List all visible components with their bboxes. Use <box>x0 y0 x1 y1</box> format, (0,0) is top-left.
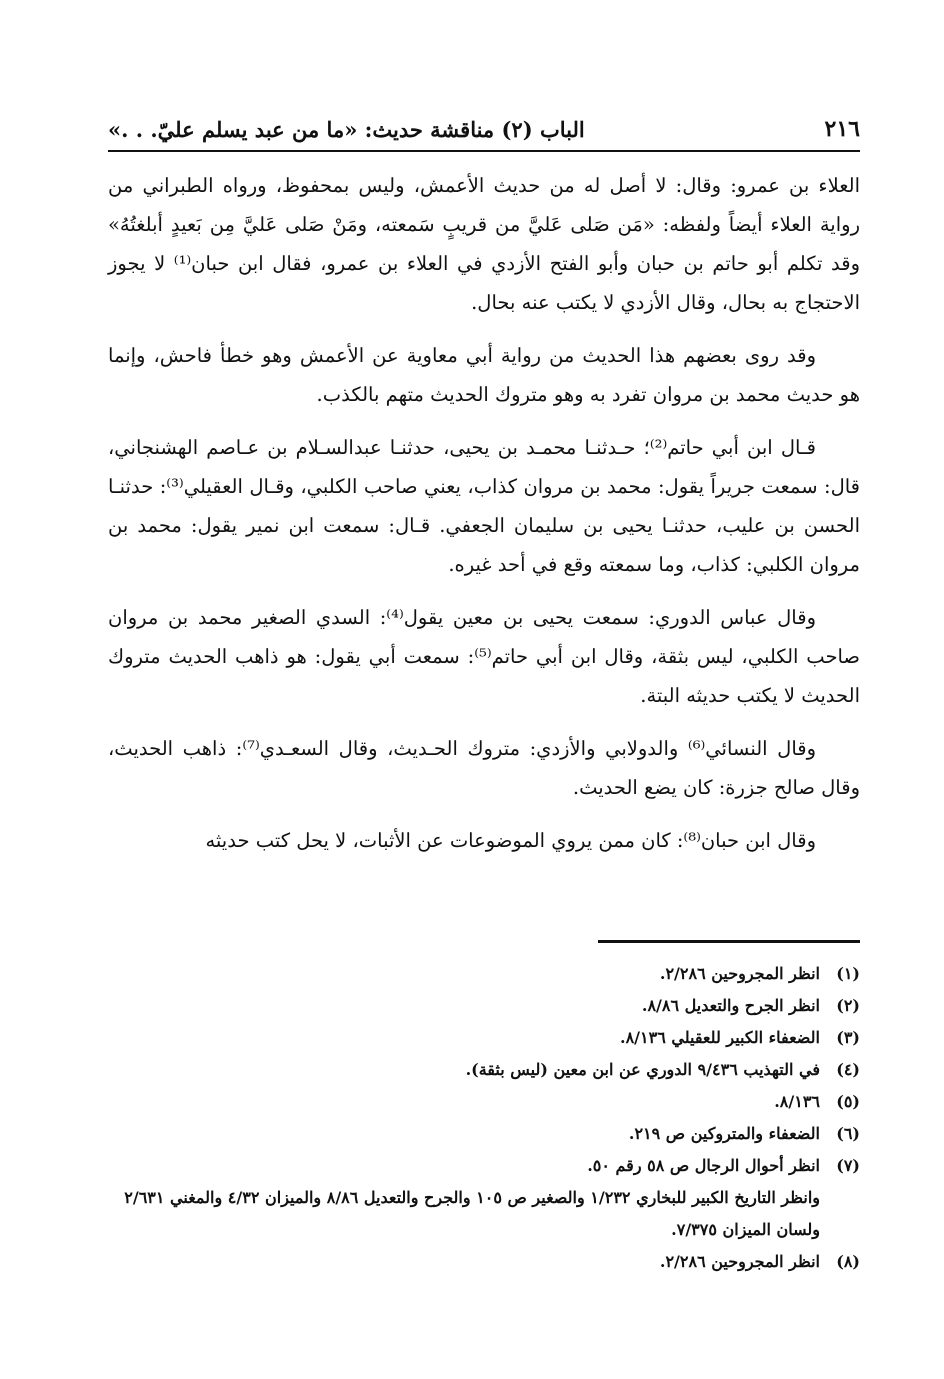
footnote <box>108 990 860 1022</box>
footnote <box>108 1022 860 1054</box>
footnote-text: وانظر التاريخ الكبير للبخاري ١/٢٣٢ والصغير ص ١٠٥ والجرح والتعديل ٨/٨٦ والميزان ٤/٣٢ والمغني ٢/٦٣١ ولسان الميزان ٧/٣٧٥. <box>124 1188 820 1239</box>
footnote <box>108 1054 860 1086</box>
footnote <box>108 1118 860 1150</box>
footnote-number: (٧) <box>836 1156 860 1175</box>
footnote-number: (٢) <box>836 996 860 1015</box>
header-rule <box>108 150 860 152</box>
footnote <box>108 1246 860 1278</box>
footnote-text: الضعفاء والمتروكين ص ٢١٩. <box>628 1124 820 1143</box>
main-text <box>108 166 860 874</box>
footnote-text: انظر المجروحين ٢/٢٨٦. <box>659 964 820 983</box>
running-header <box>108 112 860 146</box>
paragraph: وقال ابن حبان⁽⁸⁾: كان ممن يروي الموضوعات عن الأثبات، لا يحل كتب حديثه <box>205 829 816 852</box>
footnote-number: (٣) <box>836 1028 860 1047</box>
footnote <box>108 1150 860 1182</box>
footnote-number: (٥) <box>836 1092 860 1111</box>
paragraph: قـال ابن أبي حاتم⁽²⁾؛ حـدثنـا محمـد بن يحيى، حدثنـا عبدالسـلام بن عـاصم الهشنجاني، قال: سمعت جريراً يقول: محمد بن مروان كذاب، يعني صاحب الكلبي، وقـال العقيلي⁽³⁾: حدثنـا الحسن بن عليب، حدثنـا يحيى بن سليمان الجعفي. قـال: سمعت ابن نمير يقول: محمد بن مروان الكلبي: كذاب، وما سمعته وقع في أحد غيره. <box>108 436 860 576</box>
footnote-number: (٨) <box>836 1252 860 1271</box>
footnote <box>108 1086 860 1118</box>
paragraph: وقال النسائي⁽⁶⁾ والدولابي والأزدي: متروك الحـديث، وقال السعـدي⁽⁷⁾: ذاهب الحديث، وقال صالح جزرة: كان يضع الحديث. <box>108 737 860 799</box>
footnote-text: ٨/١٣٦. <box>774 1092 820 1111</box>
footnote-number: (١) <box>836 964 860 983</box>
book-page <box>108 0 860 1379</box>
footnote-text: انظر المجروحين ٢/٢٨٦. <box>659 1252 820 1271</box>
footnotes <box>108 958 860 1278</box>
footnote-continuation <box>108 1182 860 1246</box>
footnote <box>108 958 860 990</box>
footnote-rule <box>598 940 860 943</box>
footnote-text: الضعفاء الكبير للعقيلي ٨/١٣٦. <box>620 1028 820 1047</box>
footnote-text: انظر أحوال الرجال ص ٥٨ رقم ٥٠. <box>587 1156 820 1175</box>
paragraph: وقال عباس الدوري: سمعت يحيى بن معين يقول⁽⁴⁾: السدي الصغير محمد بن مروان صاحب الكلبي، ليس بثقة، وقال ابن أبي حاتم⁽⁵⁾: سمعت أبي يقول: هو ذاهب الحديث متروك الحديث لا يكتب حديثه البتة. <box>108 606 860 707</box>
page-number: ٢١٦ <box>824 116 860 142</box>
chapter-title: الباب (٢) مناقشة حديث: «ما من عبد يسلم عليّ. . .» <box>108 116 585 142</box>
paragraph: وقد روى بعضهم هذا الحديث من رواية أبي معاوية عن الأعمش وهو خطأ فاحش، وإنما هو حديث محمد بن مروان تفرد به وهو متروك الحديث متهم بالكذب. <box>108 344 860 406</box>
paragraph: العلاء بن عمرو: وقال: لا أصل له من حديث الأعمش، وليس بمحفوظ، ورواه الطبراني من رواية العلاء أيضاً ولفظه: «مَن صَلى عَليَّ من قريبٍ سَمعته، ومَنْ صَلى عَليَّ مِن بَعيدٍ أبلغتُهُ» وقد تكلم أبو حاتم بن حبان وأبو الفتح الأزدي في العلاء بن عمرو، فقال ابن حبان⁽¹⁾ لا يجوز الاحتجاج به بحال، وقال الأزدي لا يكتب عنه بحال. <box>108 174 861 314</box>
footnote-text: انظر الجرح والتعديل ٨/٨٦. <box>641 996 820 1015</box>
footnote-text: في التهذيب ٩/٤٣٦ الدوري عن ابن معين (ليس بثقة). <box>465 1060 820 1079</box>
footnote-number: (٦) <box>836 1124 860 1143</box>
footnote-number: (٤) <box>836 1060 860 1079</box>
